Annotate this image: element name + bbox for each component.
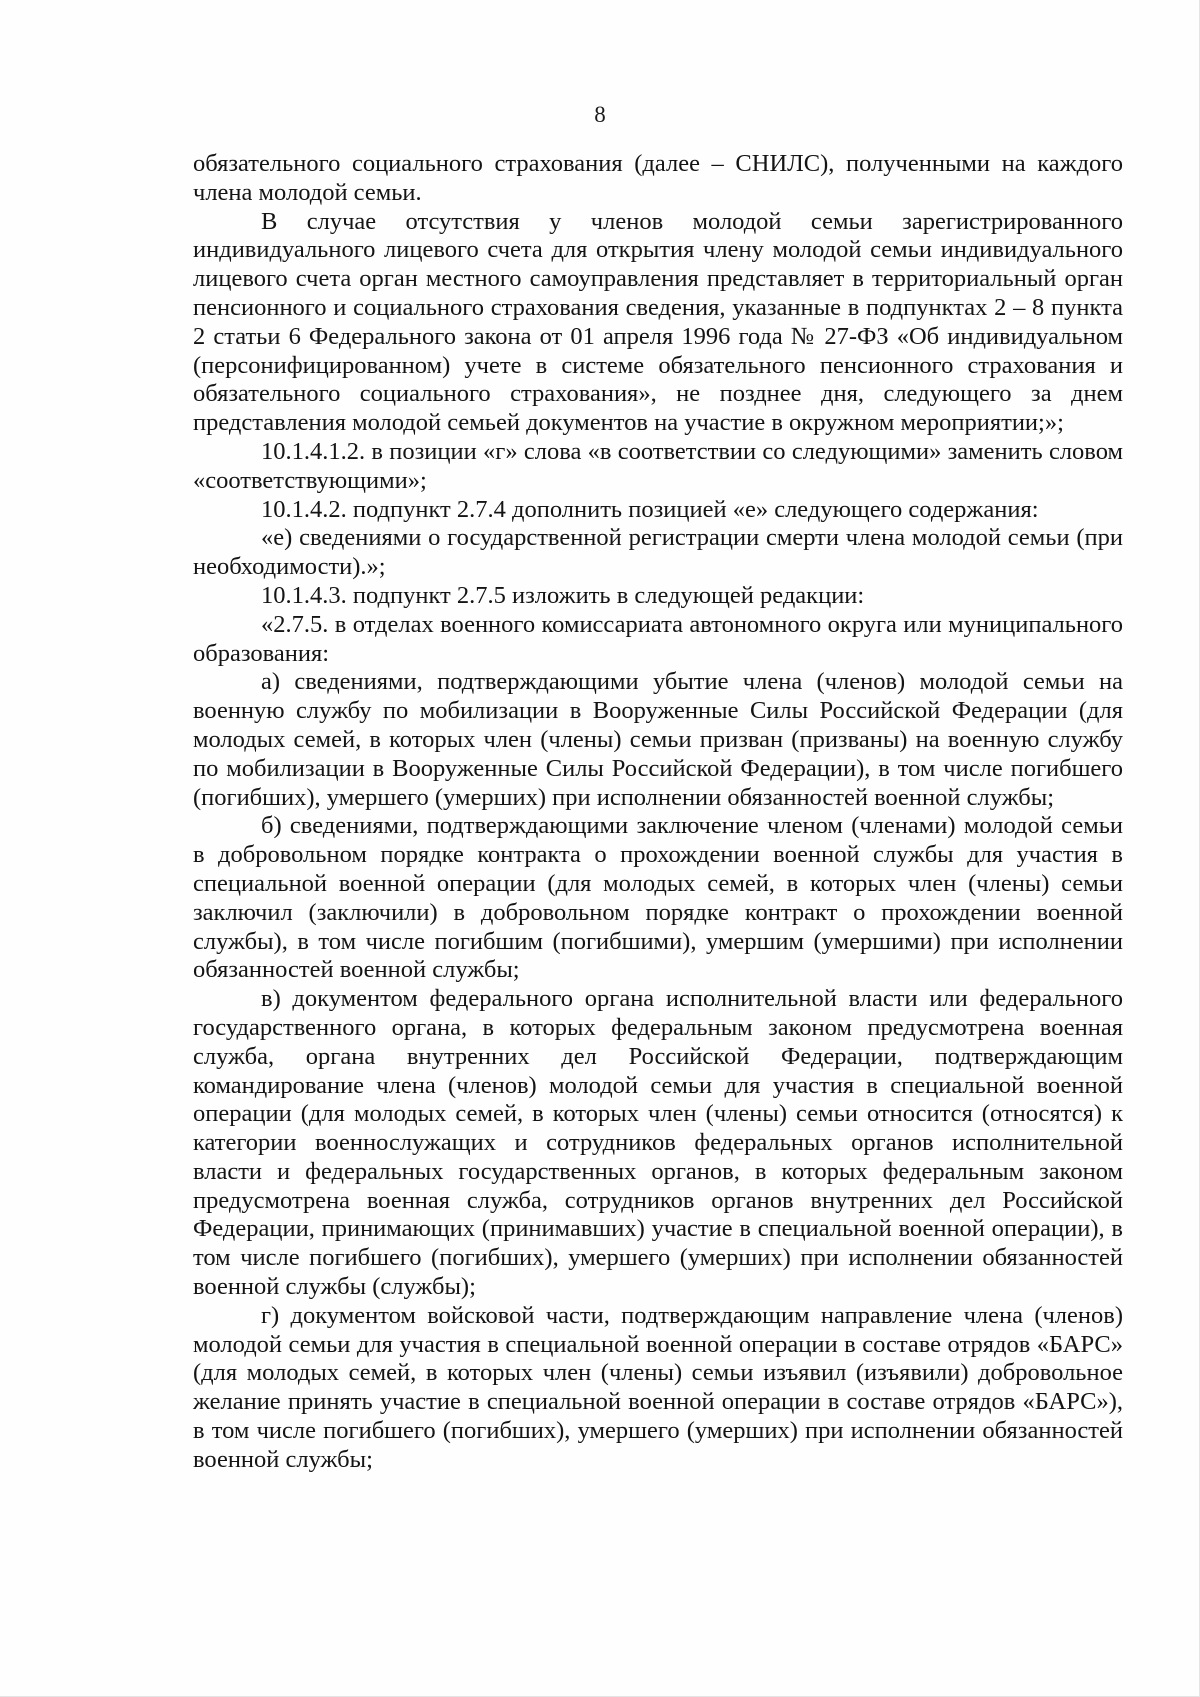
paragraph: «е) сведениями о государственной регистрации смерти члена молодой семьи (при необходимости).»;	[193, 524, 1123, 581]
page-number: 8	[594, 102, 606, 127]
paragraph: 10.1.4.1.2. в позиции «г» слова «в соответствии со следующими» заменить словом «соответствующими»;	[193, 437, 1123, 494]
paragraph: 10.1.4.2. подпункт 2.7.4 дополнить позицией «е» следующего содержания:	[261, 495, 1039, 523]
paragraph: в) документом федерального органа исполнительной власти или федерального государственного органа, в которых федеральным законом предусмотрена военная служба, органа внутренних дел Российской Федерации, подтверждающим командирование члена (членов) молодой семьи для участия в специальной военной операции (для молодых семей, в которых член (члены) семьи относится (относятся) к категории военнослужащих и сотрудников федеральных органов исполнительной власти и федеральных государственных органов, в которых федеральным законом предусмотрена военная служба, сотрудников органов внутренних дел Российской Федерации, принимающих (принимавших) участие в специальной военной операции), в том числе погибшего (погибших), умершего (умерших) при исполнении обязанностей военной службы (службы);	[193, 985, 1123, 1301]
paragraph: г) документом войсковой части, подтверждающим направление члена (членов) молодой семьи для участия в специальной военной операции в составе отрядов «БАРС» (для молодых семей, в которых член (члены) семьи изъявил (изъявили) добровольное желание принять участие в специальной военной операции в составе отрядов «БАРС»), в том числе погибшего (погибших), умершего (умерших) при исполнении обязанностей военной службы;	[193, 1301, 1123, 1473]
paragraph: «2.7.5. в отделах военного комиссариата автономного округа или муниципального образования:	[193, 610, 1123, 667]
paragraph: б) сведениями, подтверждающими заключение членом (членами) молодой семьи в добровольном порядке контракта о прохождении военной службы для участия в специальной военной операции (для молодых семей, в которых член (члены) семьи заключил (заключили) в добровольном порядке контракт о прохождении военной службы), в том числе погибшим (погибшими), умершим (умершими) при исполнении обязанностей военной службы;	[193, 812, 1123, 984]
paragraph: 10.1.4.3. подпункт 2.7.5 изложить в следующей редакции:	[261, 581, 865, 609]
paragraph: обязательного социального страхования (далее – СНИЛС), полученными на каждого члена молодой семьи.	[193, 150, 1123, 206]
paragraph: В случае отсутствия у членов молодой семьи зарегистрированного индивидуального лицевого счета для открытия члену молодой семьи индивидуального лицевого счета орган местного самоуправления представляет в территориальный орган пенсионного и социального страхования сведения, указанные в подпунктах 2 – 8 пункта 2 статьи 6 Федерального закона от 01 апреля 1996 года № 27-ФЗ «Об индивидуальном (персонифицированном) учете в системе обязательного пенсионного страхования и обязательного социального страхования», не позднее дня, следующего за днем представления молодой семьей документов на участие в окружном мероприятии;»;	[193, 207, 1123, 437]
paragraph: а) сведениями, подтверждающими убытие члена (членов) молодой семьи на военную службу по мобилизации в Вооруженные Силы Российской Федерации (для молодых семей, в которых член (члены) семьи призван (призваны) на военную службу по мобилизации в Вооруженные Силы Российской Федерации), в том числе погибшего (погибших), умершего (умерших) при исполнении обязанностей военной службы;	[193, 668, 1123, 811]
document-body	[193, 150, 1123, 1475]
